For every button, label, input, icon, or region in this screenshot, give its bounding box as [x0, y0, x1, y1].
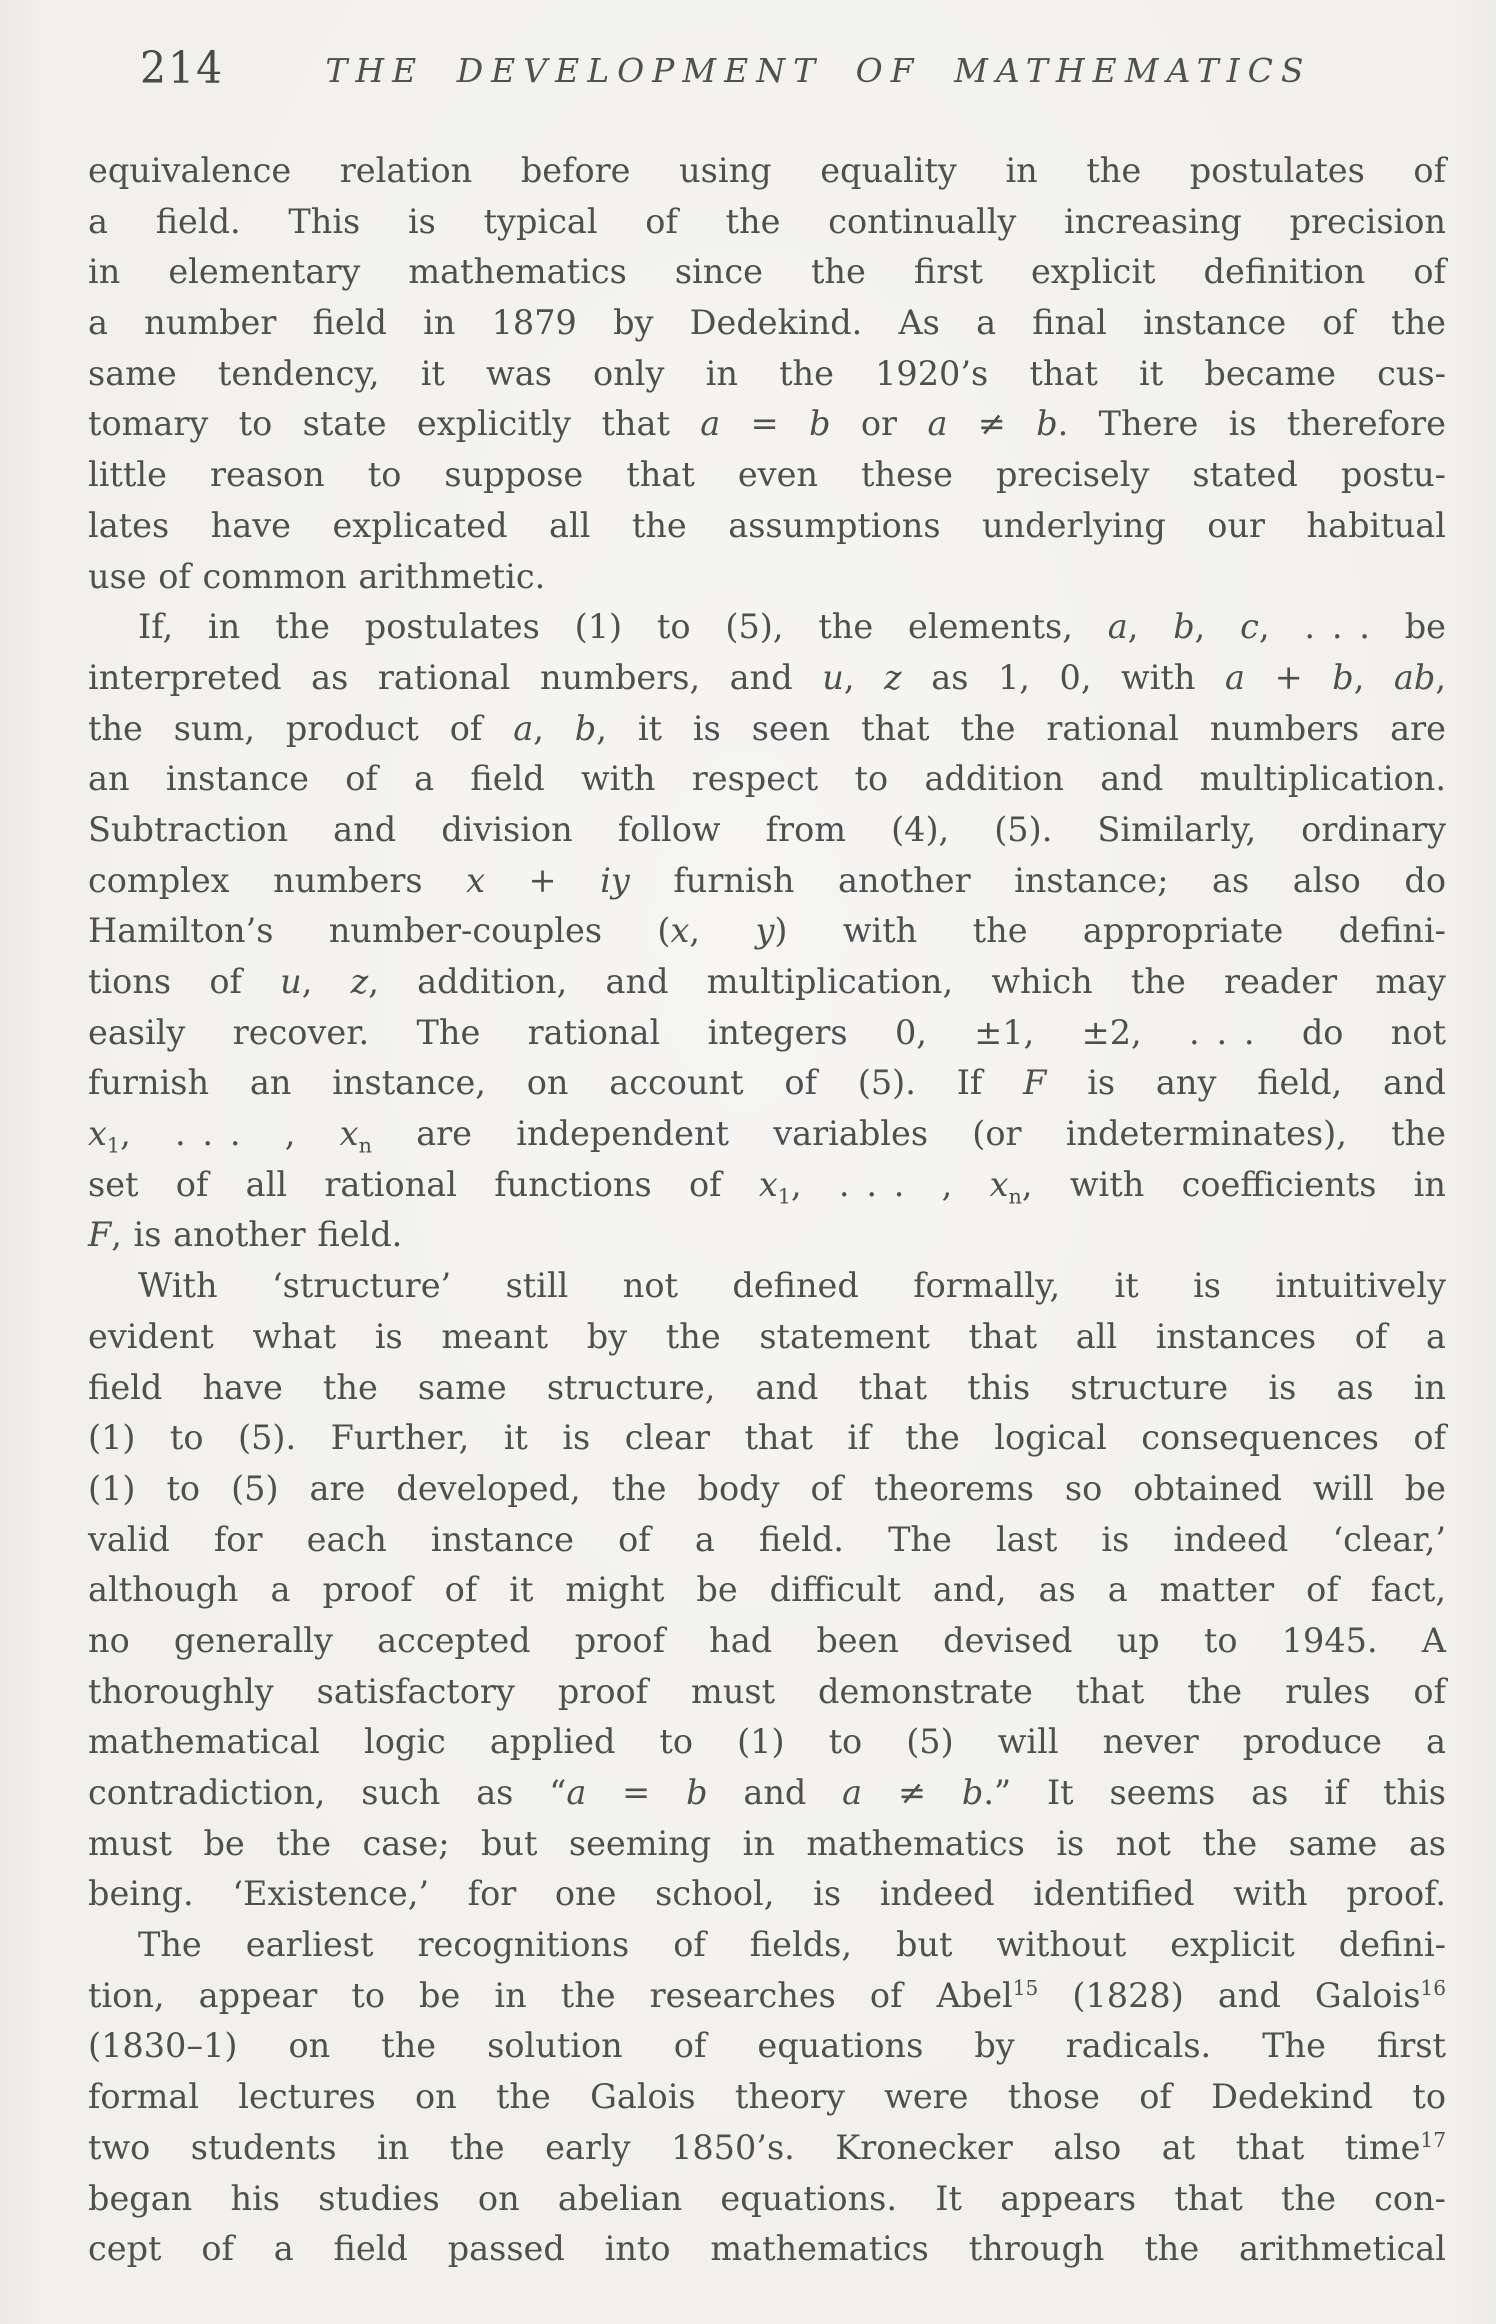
text-line: $x_1$, . . . , $x_n$ are independent variables (or indeterminates), the	[88, 1114, 1446, 1158]
paragraph	[88, 1261, 1446, 1920]
text-line: set of all rational functions of $x_1$, . . . , $x_n$, with coefficients in	[88, 1164, 1446, 1209]
text-line: If, in the postulates (1) to (5), the elements, a, b, c, . . . be	[138, 607, 1446, 647]
text-line: field have the same structure, and that this structure is as in	[88, 1367, 1446, 1407]
text-line: (1830–1) on the solution of equations by radicals. The first	[88, 2026, 1446, 2066]
text-line: Subtraction and division follow from (4), (5). Similarly, ordinary	[88, 809, 1446, 849]
text-line: F, is another field.	[88, 1215, 403, 1255]
text-line: lates have explicated all the assumptions underlying our habitual	[88, 505, 1446, 545]
text-line: tions of u, z, addition, and multiplication, which the reader may	[88, 962, 1446, 1001]
page-body	[88, 146, 1446, 2275]
text-line: tion, appear to be in the researches of Abel$^{15}$ (1828) and Galois$^{16}$	[88, 1975, 1446, 2015]
text-line: a number field in 1879 by Dedekind. As a final instance of the	[88, 303, 1446, 343]
text-line: a field. This is typical of the continually increasing precision	[88, 201, 1446, 241]
text-line: in elementary mathematics since the first explicit definition of	[88, 252, 1446, 292]
paragraph	[88, 602, 1446, 1261]
text-line: valid for each instance of a field. The last is indeed ‘clear,’	[88, 1519, 1446, 1559]
paragraph	[88, 146, 1446, 602]
text-line: two students in the early 1850’s. Kronecker also at that time$^{17}$	[88, 2127, 1446, 2167]
text-line: the sum, product of a, b, it is seen that the rational numbers are	[88, 708, 1446, 748]
text-line: an instance of a field with respect to addition and multiplication.	[88, 759, 1446, 799]
text-line: evident what is meant by the statement that all instances of a	[88, 1316, 1446, 1356]
text-line: mathematical logic applied to (1) to (5) will never produce a	[88, 1722, 1446, 1762]
text-line: Hamilton’s number-couples (x, y) with the appropriate defini-	[88, 911, 1446, 951]
text-line: formal lectures on the Galois theory were those of Dedekind to	[88, 2077, 1446, 2117]
text-line: must be the case; but seeming in mathematics is not the same as	[88, 1823, 1446, 1863]
text-line: easily recover. The rational integers 0, ±1, ±2, . . . do not	[88, 1012, 1446, 1052]
text-line: began his studies on abelian equations. It appears that the con-	[88, 2178, 1446, 2218]
text-line: little reason to suppose that even these precisely stated postu-	[88, 455, 1446, 495]
text-line: being. ‘Existence,’ for one school, is indeed identified with proof.	[88, 1874, 1446, 1914]
text-line: same tendency, it was only in the 1920’s that it became cus-	[88, 353, 1446, 393]
text-line: use of common arithmetic.	[88, 556, 546, 596]
text-line: cept of a field passed into mathematics through the arithmetical	[88, 2229, 1446, 2269]
text-line: contradiction, such as “a = b and a ≠ b.” It seems as if this	[88, 1773, 1446, 1812]
text-line: With ‘structure’ still not defined formally, it is intuitively	[138, 1266, 1446, 1306]
text-line: no generally accepted proof had been devised up to 1945. A	[88, 1620, 1446, 1660]
text-line: furnish an instance, on account of (5). If F is any field, and	[88, 1063, 1446, 1103]
page-header	[140, 44, 1410, 92]
text-line: complex numbers x + iy furnish another instance; as also do	[88, 860, 1446, 900]
text-line: equivalence relation before using equality in the postulates of	[88, 151, 1446, 190]
text-line: (1) to (5) are developed, the body of theorems so obtained will be	[88, 1468, 1446, 1508]
paragraph	[88, 1920, 1446, 2275]
text-line: tomary to state explicitly that a = b or a ≠ b. There is therefore	[88, 404, 1446, 444]
page-number: 214	[140, 42, 225, 94]
text-line: The earliest recognitions of fields, but without explicit defini-	[138, 1925, 1446, 1965]
text-line: interpreted as rational numbers, and u, z as 1, 0, with a + b, ab,	[88, 657, 1446, 697]
text-line: although a proof of it might be difficult and, as a matter of fact,	[88, 1570, 1446, 1610]
text-line: (1) to (5). Further, it is clear that if the logical consequences of	[88, 1418, 1446, 1458]
text-line: thoroughly satisfactory proof must demonstrate that the rules of	[88, 1671, 1446, 1711]
running-title: THE DEVELOPMENT OF MATHEMATICS	[325, 51, 1312, 90]
